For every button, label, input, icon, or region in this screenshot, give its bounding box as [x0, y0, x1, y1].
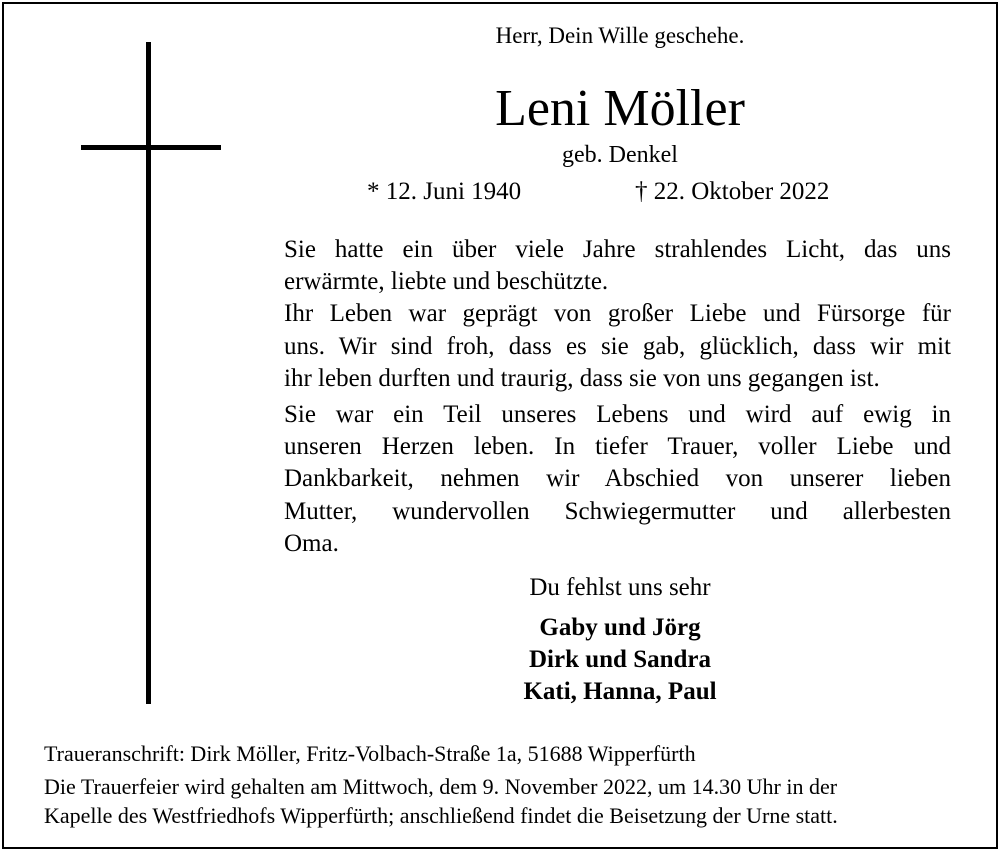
maiden-name: geb. Denkel	[562, 142, 678, 168]
text-line: Ihr Leben war geprägt von großer Liebe und Fürsorge für	[284, 300, 951, 328]
signer: Kati, Hanna, Paul	[523, 678, 717, 705]
death-date: † 22. Oktober 2022	[635, 178, 830, 205]
birth-date: * 12. Juni 1940	[367, 178, 522, 205]
signers-list	[420, 612, 820, 708]
text-line: Dankbarkeit, nehmen wir Abschied von unserer lieben	[284, 465, 951, 493]
text-line: Sie war ein Teil unseres Lebens und wird auf ewig in	[284, 401, 951, 428]
tribute-paragraph-1	[284, 234, 951, 395]
funeral-info-line: Die Trauerfeier wird gehalten am Mittwoch, dem 9. November 2022, um 14.30 Uhr in der	[44, 774, 838, 799]
text-line: unseren Herzen leben. In tiefer Trauer, voller Liebe und	[284, 433, 951, 461]
text-line: erwärmte, liebte und beschützte.	[284, 268, 609, 296]
mourning-address: Traueranschrift: Dirk Möller, Fritz-Volbach-Straße 1a, 51688 Wipperfürth	[44, 741, 696, 766]
funeral-info	[44, 772, 964, 830]
cross-horizontal-bar	[81, 145, 221, 150]
signer: Dirk und Sandra	[528, 646, 712, 673]
text-line: Oma.	[284, 529, 339, 557]
cross-vertical-bar	[146, 42, 151, 704]
motto: Herr, Dein Wille geschehe.	[495, 23, 745, 48]
text-line: uns. Wir sind froh, dass es sie gab, glücklich, dass wir mit	[284, 332, 951, 360]
text-line: Mutter, wundervollen Schwiegermutter und allerbesten	[284, 497, 951, 525]
funeral-info-line: Kapelle des Westfriedhofs Wipperfürth; anschließend findet die Beisetzung der Urne statt.	[44, 803, 838, 828]
tribute-paragraph-2	[284, 399, 951, 560]
deceased-name: Leni Möller	[495, 80, 745, 137]
text-line: ihr leben durften und traurig, dass sie von uns gegangen ist.	[284, 364, 880, 392]
signer: Gaby und Jörg	[539, 614, 701, 641]
text-line: Sie hatte ein über viele Jahre strahlendes Licht, das uns	[284, 236, 951, 263]
closing-line: Du fehlst uns sehr	[529, 574, 711, 601]
